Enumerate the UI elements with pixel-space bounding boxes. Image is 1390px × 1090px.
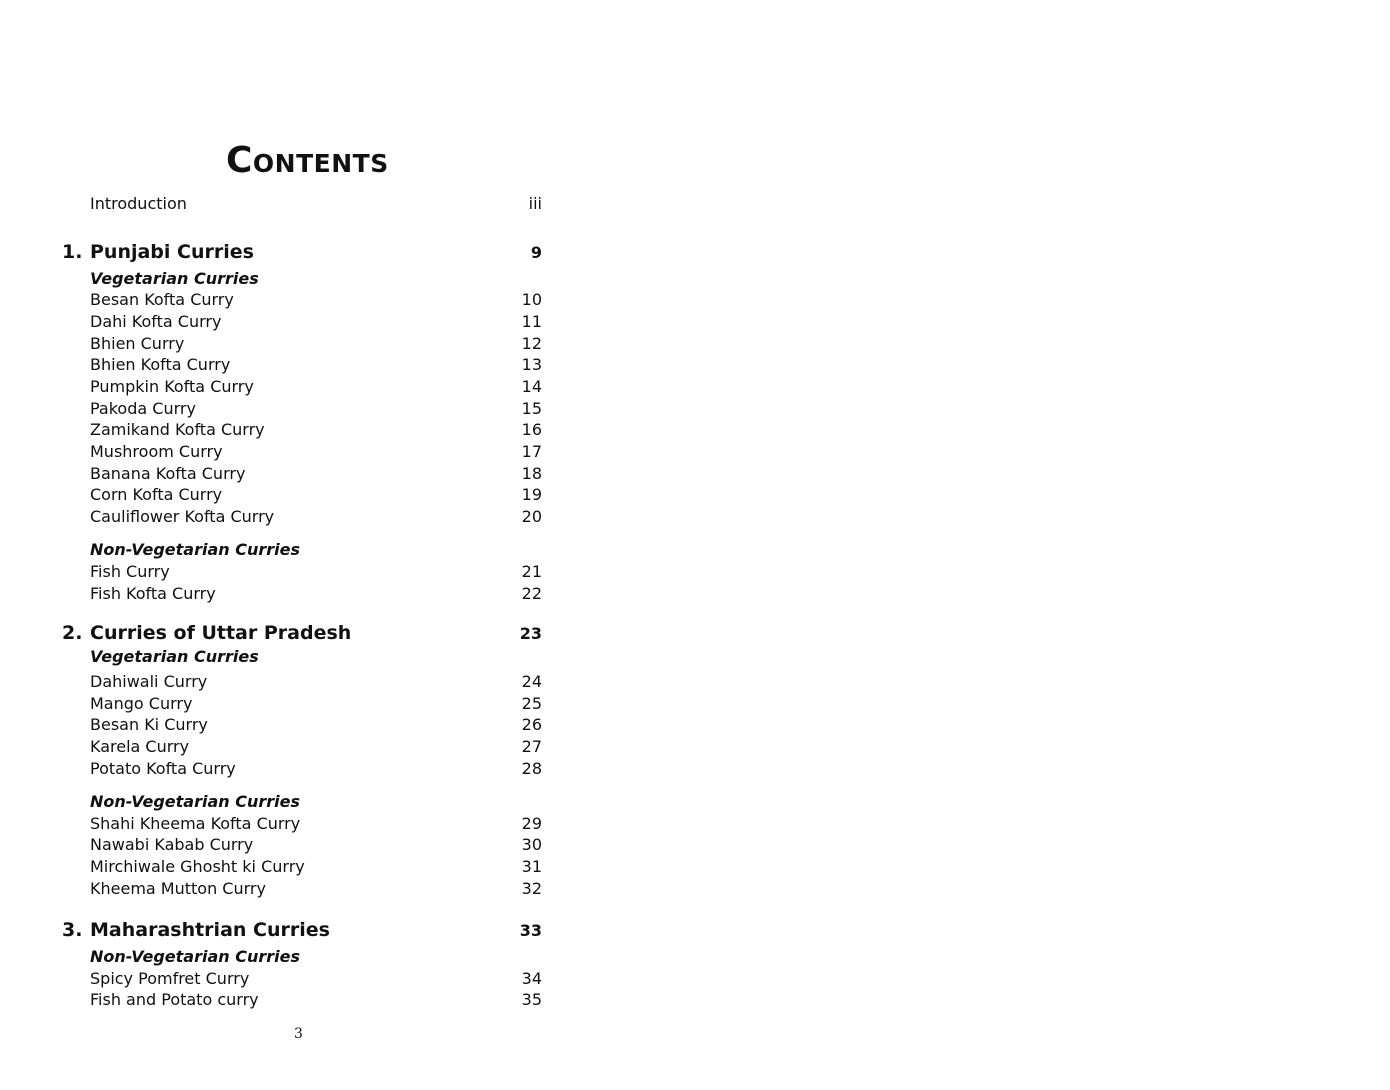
entry-label: Curries of Uttar Pradesh [90,622,352,644]
toc-entry [60,482,542,506]
entry-label: Vegetarian Curries [90,268,259,288]
entry-label: Fish Kofta Curry [90,583,216,603]
entry-label: Non-Vegetarian Curries [90,946,300,966]
page-number: 3 [294,1026,303,1042]
toc-entry [60,832,542,856]
entry-page: 12 [521,333,542,353]
toc-subheading [60,944,542,968]
toc-chapter [60,918,542,942]
entry-page: 13 [521,354,542,374]
entry-page: 33 [519,920,542,940]
entry-label: Besan Ki Curry [90,714,208,734]
toc-entry [60,712,542,736]
toc-entry [60,191,542,215]
entry-page: 9 [530,242,542,262]
toc-entry [60,287,542,311]
chapter-number: 1. [62,241,83,263]
toc-chapter [60,621,542,645]
entry-page: 31 [521,856,542,876]
entry-label: Spicy Pomfret Curry [90,968,250,988]
toc-entry [60,417,542,441]
entry-label: Bhien Curry [90,333,185,353]
page-title: Contents [226,140,389,181]
entry-page: 29 [521,813,542,833]
entry-label: Mango Curry [90,693,193,713]
toc-entry [60,987,542,1011]
entry-page: 22 [521,583,542,603]
entry-page: iii [528,193,542,213]
entry-page: 20 [521,506,542,526]
entry-page: 21 [521,561,542,581]
entry-label: Dahi Kofta Curry [90,311,222,331]
entry-label: Non-Vegetarian Curries [90,791,300,811]
toc-subheading [60,644,542,668]
toc-entry [60,756,542,780]
entry-label: Bhien Kofta Curry [90,354,231,374]
entry-label: Fish Curry [90,561,170,581]
entry-label: Pakoda Curry [90,398,196,418]
entry-label: Non-Vegetarian Curries [90,539,300,559]
entry-label: Nawabi Kabab Curry [90,834,254,854]
entry-page: 11 [521,311,542,331]
entry-page: 19 [521,484,542,504]
entry-page: 10 [521,289,542,309]
entry-label: Mirchiwale Ghosht ki Curry [90,856,305,876]
toc-entry [60,374,542,398]
entry-page: 27 [521,736,542,756]
chapter-number: 2. [62,622,83,644]
entry-page: 30 [521,834,542,854]
entry-label: Shahi Kheema Kofta Curry [90,813,301,833]
toc-entry [60,854,542,878]
toc-subheading [60,789,542,813]
entry-page: 15 [521,398,542,418]
entry-page: 14 [521,376,542,396]
chapter-number: 3. [62,919,83,941]
toc-entry [60,504,542,528]
toc-subheading [60,537,542,561]
entry-label: Karela Curry [90,736,190,756]
entry-label: Besan Kofta Curry [90,289,234,309]
toc-entry [60,352,542,376]
entry-page: 18 [521,463,542,483]
entry-label: Punjabi Curries [90,241,254,263]
entry-label: Zamikand Kofta Curry [90,419,265,439]
entry-label: Introduction [90,193,187,213]
entry-label: Dahiwali Curry [90,671,208,691]
entry-label: Pumpkin Kofta Curry [90,376,254,396]
entry-page: 23 [519,623,542,643]
entry-label: Mushroom Curry [90,441,223,461]
entry-label: Vegetarian Curries [90,646,259,666]
toc-entry [60,439,542,463]
toc-chapter [60,240,542,264]
entry-label: Corn Kofta Curry [90,484,223,504]
entry-label: Cauliflower Kofta Curry [90,506,275,526]
toc-entry [60,559,542,583]
entry-page: 32 [521,878,542,898]
entry-page: 28 [521,758,542,778]
entry-label: Fish and Potato curry [90,989,259,1009]
toc-entry [60,734,542,758]
entry-label: Potato Kofta Curry [90,758,236,778]
entry-page: 34 [521,968,542,988]
toc-entry [60,309,542,333]
entry-label: Kheema Mutton Curry [90,878,266,898]
entry-page: 35 [521,989,542,1009]
entry-page: 26 [521,714,542,734]
entry-page: 16 [521,419,542,439]
entry-page: 24 [521,671,542,691]
entry-page: 17 [521,441,542,461]
entry-page: 25 [521,693,542,713]
entry-label: Banana Kofta Curry [90,463,246,483]
toc-entry [60,669,542,693]
entry-label: Maharashtrian Curries [90,919,330,941]
toc-entry [60,581,542,605]
toc-entry [60,876,542,900]
